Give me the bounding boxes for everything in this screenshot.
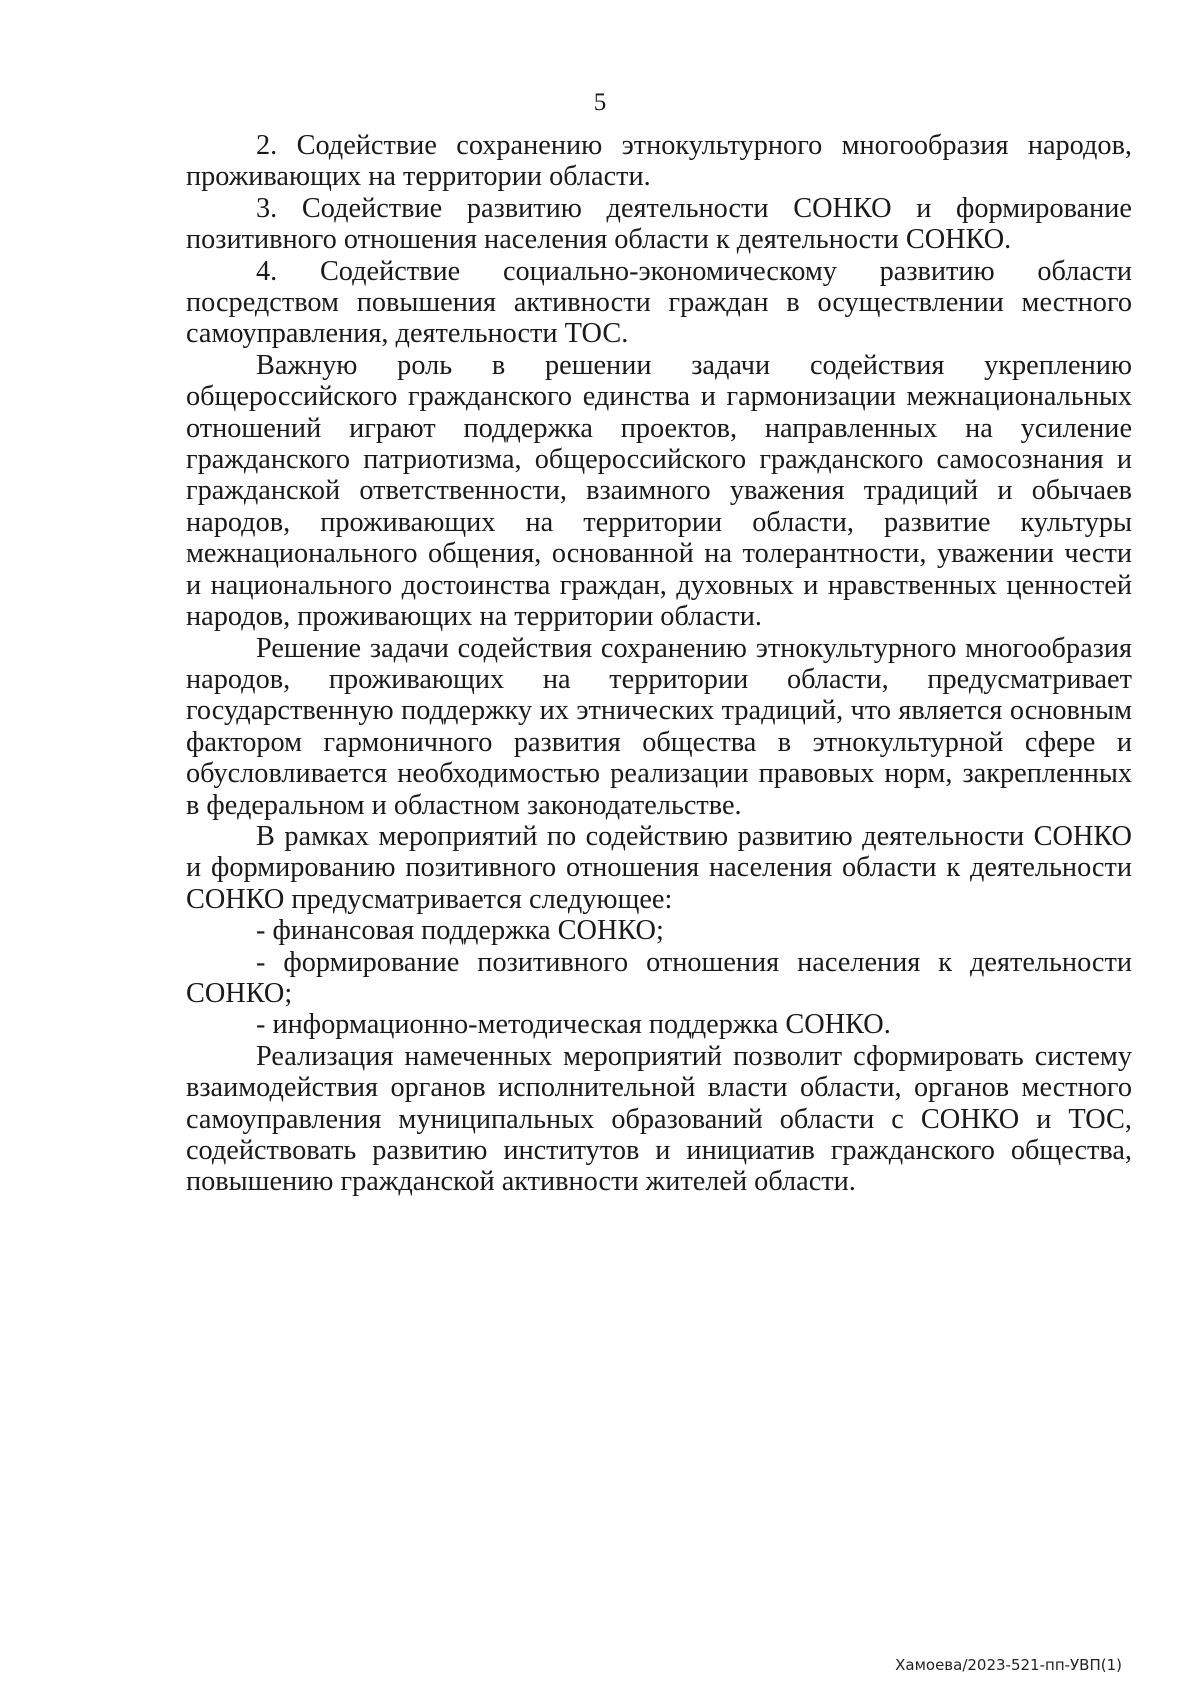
list-item-financial-support: - финансовая поддержка СОНКО; [256,915,664,947]
paragraph-task-2: 2. Содействие сохранению этнокультурного многообразия народов, проживающих на территории области. [186,130,1132,193]
paragraph-unity-role: Важную роль в решении задачи содействия укреплению общероссийского гражданского единства и гармонизации межнациональных отношений играют поддержка проектов, направленных на усиление гражданского патриотизма, общероссийского гражданского самосознания и гражданской ответственности, взаимного уважения традиций и обычаев народов, проживающих на территории области, развитие культуры межнационального общения, основанной на толерантности, уважении чести и национального достоинства граждан, духовных и нравственных ценностей народов, проживающих на территории области. [186,349,1132,633]
list-item-positive-attitude: - формирование позитивного отношения населения к деятельности СОНКО; [186,946,1132,1009]
document-code: Хамоева/2023-521-пп-УВП(1) [895,1656,1122,1674]
page-number: 5 [593,89,607,116]
document-body [186,130,1132,1198]
list-item-methodical-support: - информационно-методическая поддержка СОНКО. [256,1009,891,1041]
paragraph-sonko-measures-intro: В рамках мероприятий по содействию развитию деятельности СОНКО и формированию позитивного отношения населения области к деятельности СОНКО предусматривается следующее: [186,820,1132,915]
paragraph-implementation-outcome: Реализация намеченных мероприятий позволит сформировать систему взаимодействия органов исполнительной власти области, органов местного самоуправления муниципальных образований области с СОНКО и ТОС, содействовать развитию институтов и инициатив гражданского общества, повышению гражданской активности жителей области. [186,1040,1132,1198]
paragraph-task-4: 4. Содействие социально-экономическому развитию области посредством повышения активности граждан в осуществлении местного самоуправления, деятельности ТОС. [186,255,1132,350]
paragraph-task-3: 3. Содействие развитию деятельности СОНКО и формирование позитивного отношения населения области к деятельности СОНКО. [186,192,1132,256]
paragraph-ethnocultural-diversity: Решение задачи содействия сохранению этнокультурного многообразия народов, проживающих на территории области, предусматривает государственную поддержку их этнических традиций, что является основным фактором гармоничного развития общества в этнокультурной сфере и обусловливается необходимостью реализации правовых норм, закрепленных в федеральном и областном законодательстве. [186,632,1132,821]
